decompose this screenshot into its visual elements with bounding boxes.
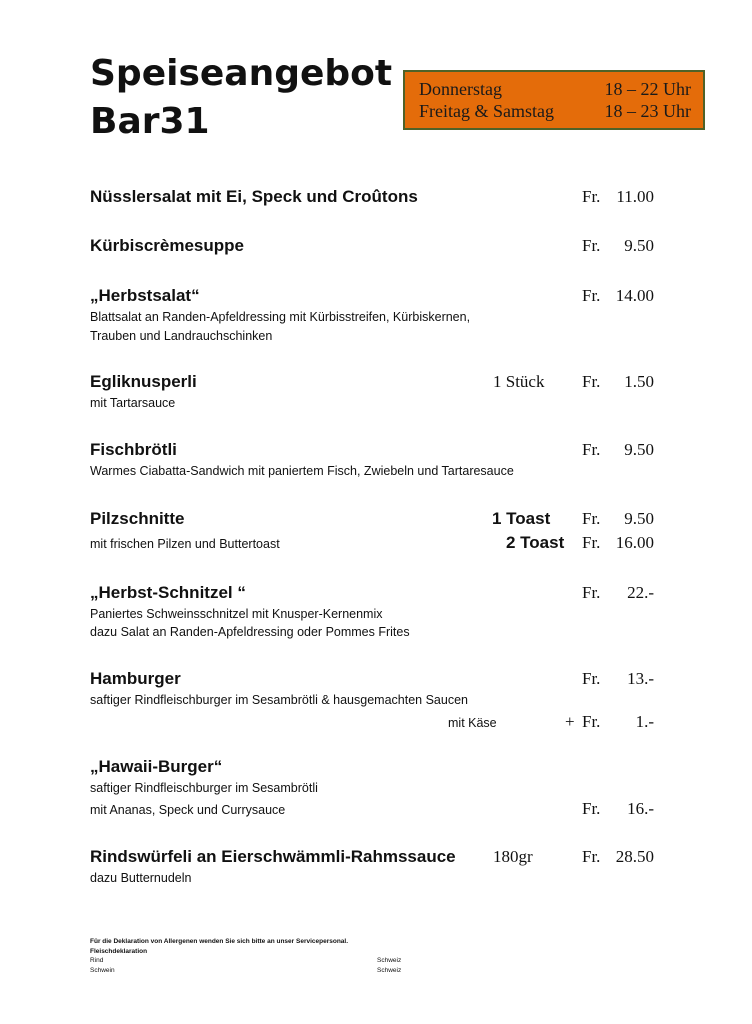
menu-item-name: Egliknusperli xyxy=(90,372,197,391)
menu-item-description: mit Tartarsauce xyxy=(90,396,176,410)
title-line-1: Speiseangebot xyxy=(90,53,393,94)
hours-row xyxy=(419,100,691,122)
price-amount: 9.50 xyxy=(624,440,654,459)
menu-item-description: dazu Butternudeln xyxy=(90,871,192,885)
currency: Fr. xyxy=(582,187,601,206)
menu-item-name: „Herbst-Schnitzel “ xyxy=(90,583,246,602)
currency: Fr. xyxy=(582,847,601,866)
menu-item-description: Warmes Ciabatta-Sandwich mit paniertem Fisch, Zwiebeln und Tartaresauce xyxy=(90,464,514,478)
hours-time: 18 – 23 Uhr xyxy=(604,101,691,121)
meat-origin-row xyxy=(90,956,490,966)
extra-plus-sign: + xyxy=(565,712,575,731)
meat-origin-row xyxy=(90,966,490,976)
menu-item-name: Kürbiscrèmesuppe xyxy=(90,236,244,255)
currency: Fr. xyxy=(582,712,601,731)
currency: Fr. xyxy=(582,669,601,688)
menu-item-quantity: 2 Toast xyxy=(506,533,565,552)
currency: Fr. xyxy=(582,583,601,602)
price-amount: 9.50 xyxy=(624,236,654,255)
page-title xyxy=(90,50,392,146)
meat-country: Schweiz xyxy=(377,966,402,974)
currency: Fr. xyxy=(582,372,601,391)
allergen-note: Für die Deklaration von Allergenen wenden Sie sich bitte an unser Servicepersonal. xyxy=(90,938,349,945)
opening-hours-box xyxy=(403,70,705,130)
menu-item-name: Nüsslersalat mit Ei, Speck und Croûtons xyxy=(90,187,418,206)
menu-item-name: Hamburger xyxy=(90,669,181,688)
price-amount: 11.00 xyxy=(616,187,654,206)
currency: Fr. xyxy=(582,799,601,818)
price-amount: 22.- xyxy=(627,583,654,602)
menu-item-description: Blattsalat an Randen-Apfeldressing mit Kürbisstreifen, Kürbiskernen, xyxy=(90,310,471,324)
price-amount: 1.- xyxy=(635,712,654,731)
price-amount: 16.00 xyxy=(615,533,654,552)
currency: Fr. xyxy=(582,286,601,305)
menu-item-description: mit Ananas, Speck und Currysauce xyxy=(90,803,286,817)
footer-declaration xyxy=(90,937,490,975)
menu-item-name: Fischbrötli xyxy=(90,440,177,459)
meat-declaration-heading: Fleischdeklaration xyxy=(90,947,148,955)
hours-day: Donnerstag xyxy=(419,79,502,99)
currency: Fr. xyxy=(582,533,601,552)
menu-item-name: Pilzschnitte xyxy=(90,509,185,528)
menu-item-description: Paniertes Schweinsschnitzel mit Knusper-Kernenmix xyxy=(90,607,383,621)
menu-item-quantity: 1 Toast xyxy=(492,509,551,528)
menu-item-description: dazu Salat an Randen-Apfeldressing oder Pommes Frites xyxy=(90,625,410,639)
hours-row xyxy=(419,78,691,100)
menu-item-description: Trauben und Landrauchschinken xyxy=(90,329,273,343)
price-amount: 28.50 xyxy=(615,847,654,866)
price-amount: 16.- xyxy=(627,799,654,818)
menu-item-name: „Herbstsalat“ xyxy=(90,286,200,305)
title-line-2: Bar31 xyxy=(90,101,210,142)
menu-item-name: Rindswürfeli an Eierschwämmli-Rahmssauce xyxy=(90,847,456,866)
menu-item-quantity: 1 Stück xyxy=(493,372,545,391)
meat-type: Schwein xyxy=(90,966,115,974)
currency: Fr. xyxy=(582,440,601,459)
meat-type: Rind xyxy=(90,957,104,964)
price-amount: 14.00 xyxy=(615,286,654,305)
meat-country: Schweiz xyxy=(377,957,402,964)
price-amount: 1.50 xyxy=(624,372,654,391)
hours-time: 18 – 22 Uhr xyxy=(604,79,691,99)
currency: Fr. xyxy=(582,236,601,255)
menu-item-quantity: 180gr xyxy=(493,847,533,866)
menu-item-description: saftiger Rindfleischburger im Sesambrötli xyxy=(90,781,318,795)
menu-item-description: mit frischen Pilzen und Buttertoast xyxy=(90,537,280,551)
price-amount: 13.- xyxy=(627,669,654,688)
menu-item-description: saftiger Rindfleischburger im Sesambrötli & hausgemachten Saucen xyxy=(90,693,468,707)
currency: Fr. xyxy=(582,509,601,528)
extra-option-label: mit Käse xyxy=(448,716,497,730)
hours-day: Freitag & Samstag xyxy=(419,101,554,121)
menu-item-name: „Hawaii-Burger“ xyxy=(90,757,223,776)
price-amount: 9.50 xyxy=(624,509,654,528)
